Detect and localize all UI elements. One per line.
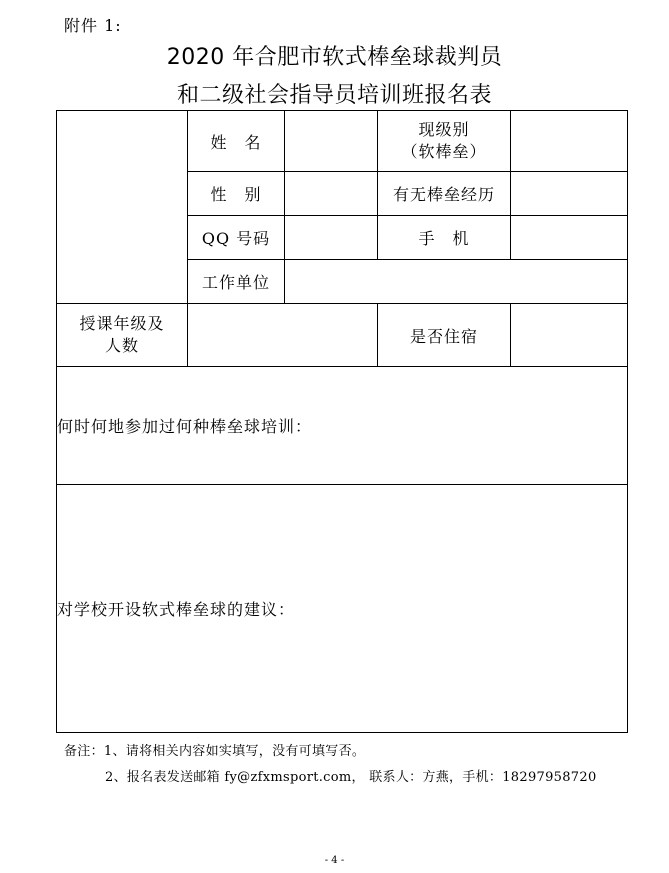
lodging-field[interactable]: [511, 304, 628, 367]
suggestion-field[interactable]: [57, 485, 628, 733]
gender-field[interactable]: [285, 172, 378, 216]
training-history-field[interactable]: [57, 367, 628, 485]
experience-label: 有无棒垒经历: [378, 172, 511, 216]
note-line-2: 2、报名表发送邮箱 fy@zfxmsport.com， 联系人：方燕，手机：18297958720: [105, 770, 597, 785]
teaching-grade-label-line-2: 人数: [104, 336, 139, 355]
photo-cell[interactable]: [57, 111, 188, 304]
teaching-grade-field[interactable]: [188, 304, 378, 367]
form-title-line-1: 2020 年合肥市软式棒垒球裁判员: [166, 45, 503, 70]
teaching-grade-label-line-1: 授课年级及: [79, 314, 165, 333]
lodging-label: 是否住宿: [378, 304, 511, 367]
name-label: 姓 名: [188, 111, 285, 172]
gender-label: 性 别: [188, 172, 285, 216]
training-history-label: 何时何地参加过何种棒垒球培训：: [57, 417, 313, 436]
attachment-label: 附件 1:: [64, 16, 122, 35]
page-number: - 4 -: [324, 855, 345, 866]
note-line-1: 备注：1、请将相关内容如实填写，没有可填写否。: [64, 744, 366, 759]
phone-label: 手 机: [378, 216, 511, 260]
name-field[interactable]: [285, 111, 378, 172]
qq-label: QQ 号码: [188, 216, 285, 260]
experience-field[interactable]: [511, 172, 628, 216]
level-field[interactable]: [511, 111, 628, 172]
level-label-line-1: 现级别: [418, 120, 470, 139]
qq-field[interactable]: [285, 216, 378, 260]
teaching-grade-label: [57, 304, 188, 367]
form-title-line-2: 和二级社会指导员培训班报名表: [176, 83, 492, 108]
workplace-label: 工作单位: [188, 260, 285, 304]
suggestion-label: 对学校开设软式棒垒球的建议：: [57, 600, 296, 619]
registration-form-table: [56, 110, 628, 733]
phone-field[interactable]: [511, 216, 628, 260]
level-label-line-2: （软棒垒）: [401, 142, 487, 161]
level-label: [378, 111, 511, 172]
workplace-field[interactable]: [285, 260, 628, 304]
